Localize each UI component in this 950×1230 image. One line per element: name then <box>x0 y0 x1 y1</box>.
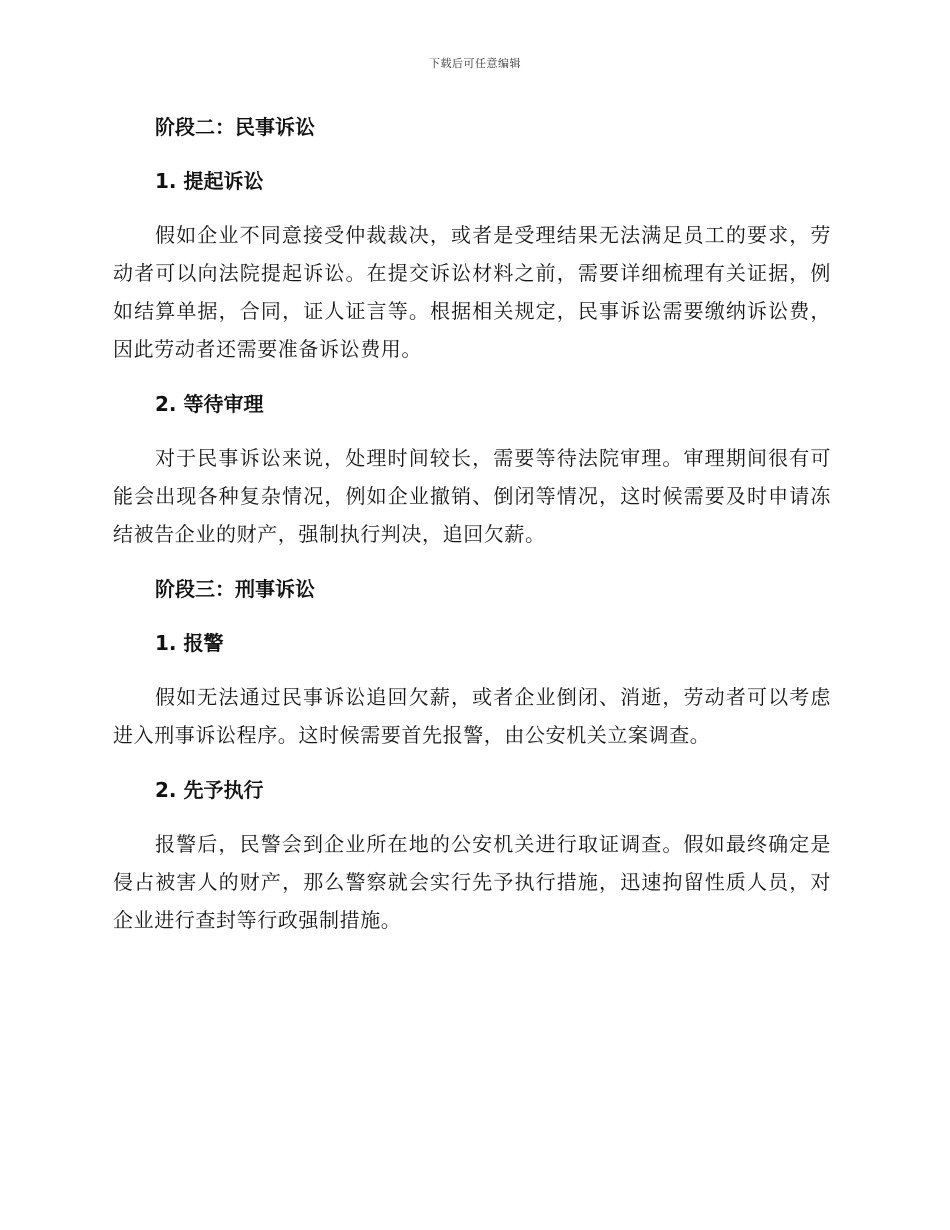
section-heading-file-lawsuit: 1. 提起诉讼 <box>155 169 264 193</box>
section-heading-await-trial: 2. 等待审理 <box>155 392 264 416</box>
document-body <box>113 108 831 939</box>
stage-three-heading: 阶段三：刑事诉讼 <box>155 577 315 601</box>
paragraph-report-police: 假如无法通过民事诉讼追回欠薪，或者企业倒闭、消逝，劳动者可以考虑进入刑事诉讼程序。这时候需要首先报警，由公安机关立案调查。 <box>113 685 831 747</box>
stage-two-heading: 阶段二：民事诉讼 <box>155 115 315 139</box>
section-heading-report-police: 1. 报警 <box>155 631 224 655</box>
section-heading-advance-execution: 2. 先予执行 <box>155 778 264 802</box>
paragraph-await-trial: 对于民事诉讼来说，处理时间较长，需要等待法院审理。审理期间很有可能会出现各种复杂情况，例如企业撤销、倒闭等情况，这时候需要及时申请冻结被告企业的财产，强制执行判决，追回欠薪。 <box>113 446 831 546</box>
paragraph-advance-execution: 报警后，民警会到企业所在地的公安机关进行取证调查。假如最终确定是侵占被害人的财产，那么警察就会实行先予执行措施，迅速拘留性质人员，对企业进行查封等行政强制措施。 <box>113 832 831 932</box>
header-note: 下载后可任意编辑 <box>429 57 521 70</box>
paragraph-file-lawsuit: 假如企业不同意接受仲裁裁决，或者是受理结果无法满足员工的要求，劳动者可以向法院提起诉讼。在提交诉讼材料之前，需要详细梳理有关证据，例如结算单据，合同，证人证言等。根据相关规定，民事诉讼需要缴纳诉讼费，因此劳动者还需要准备诉讼费用。 <box>113 223 831 361</box>
